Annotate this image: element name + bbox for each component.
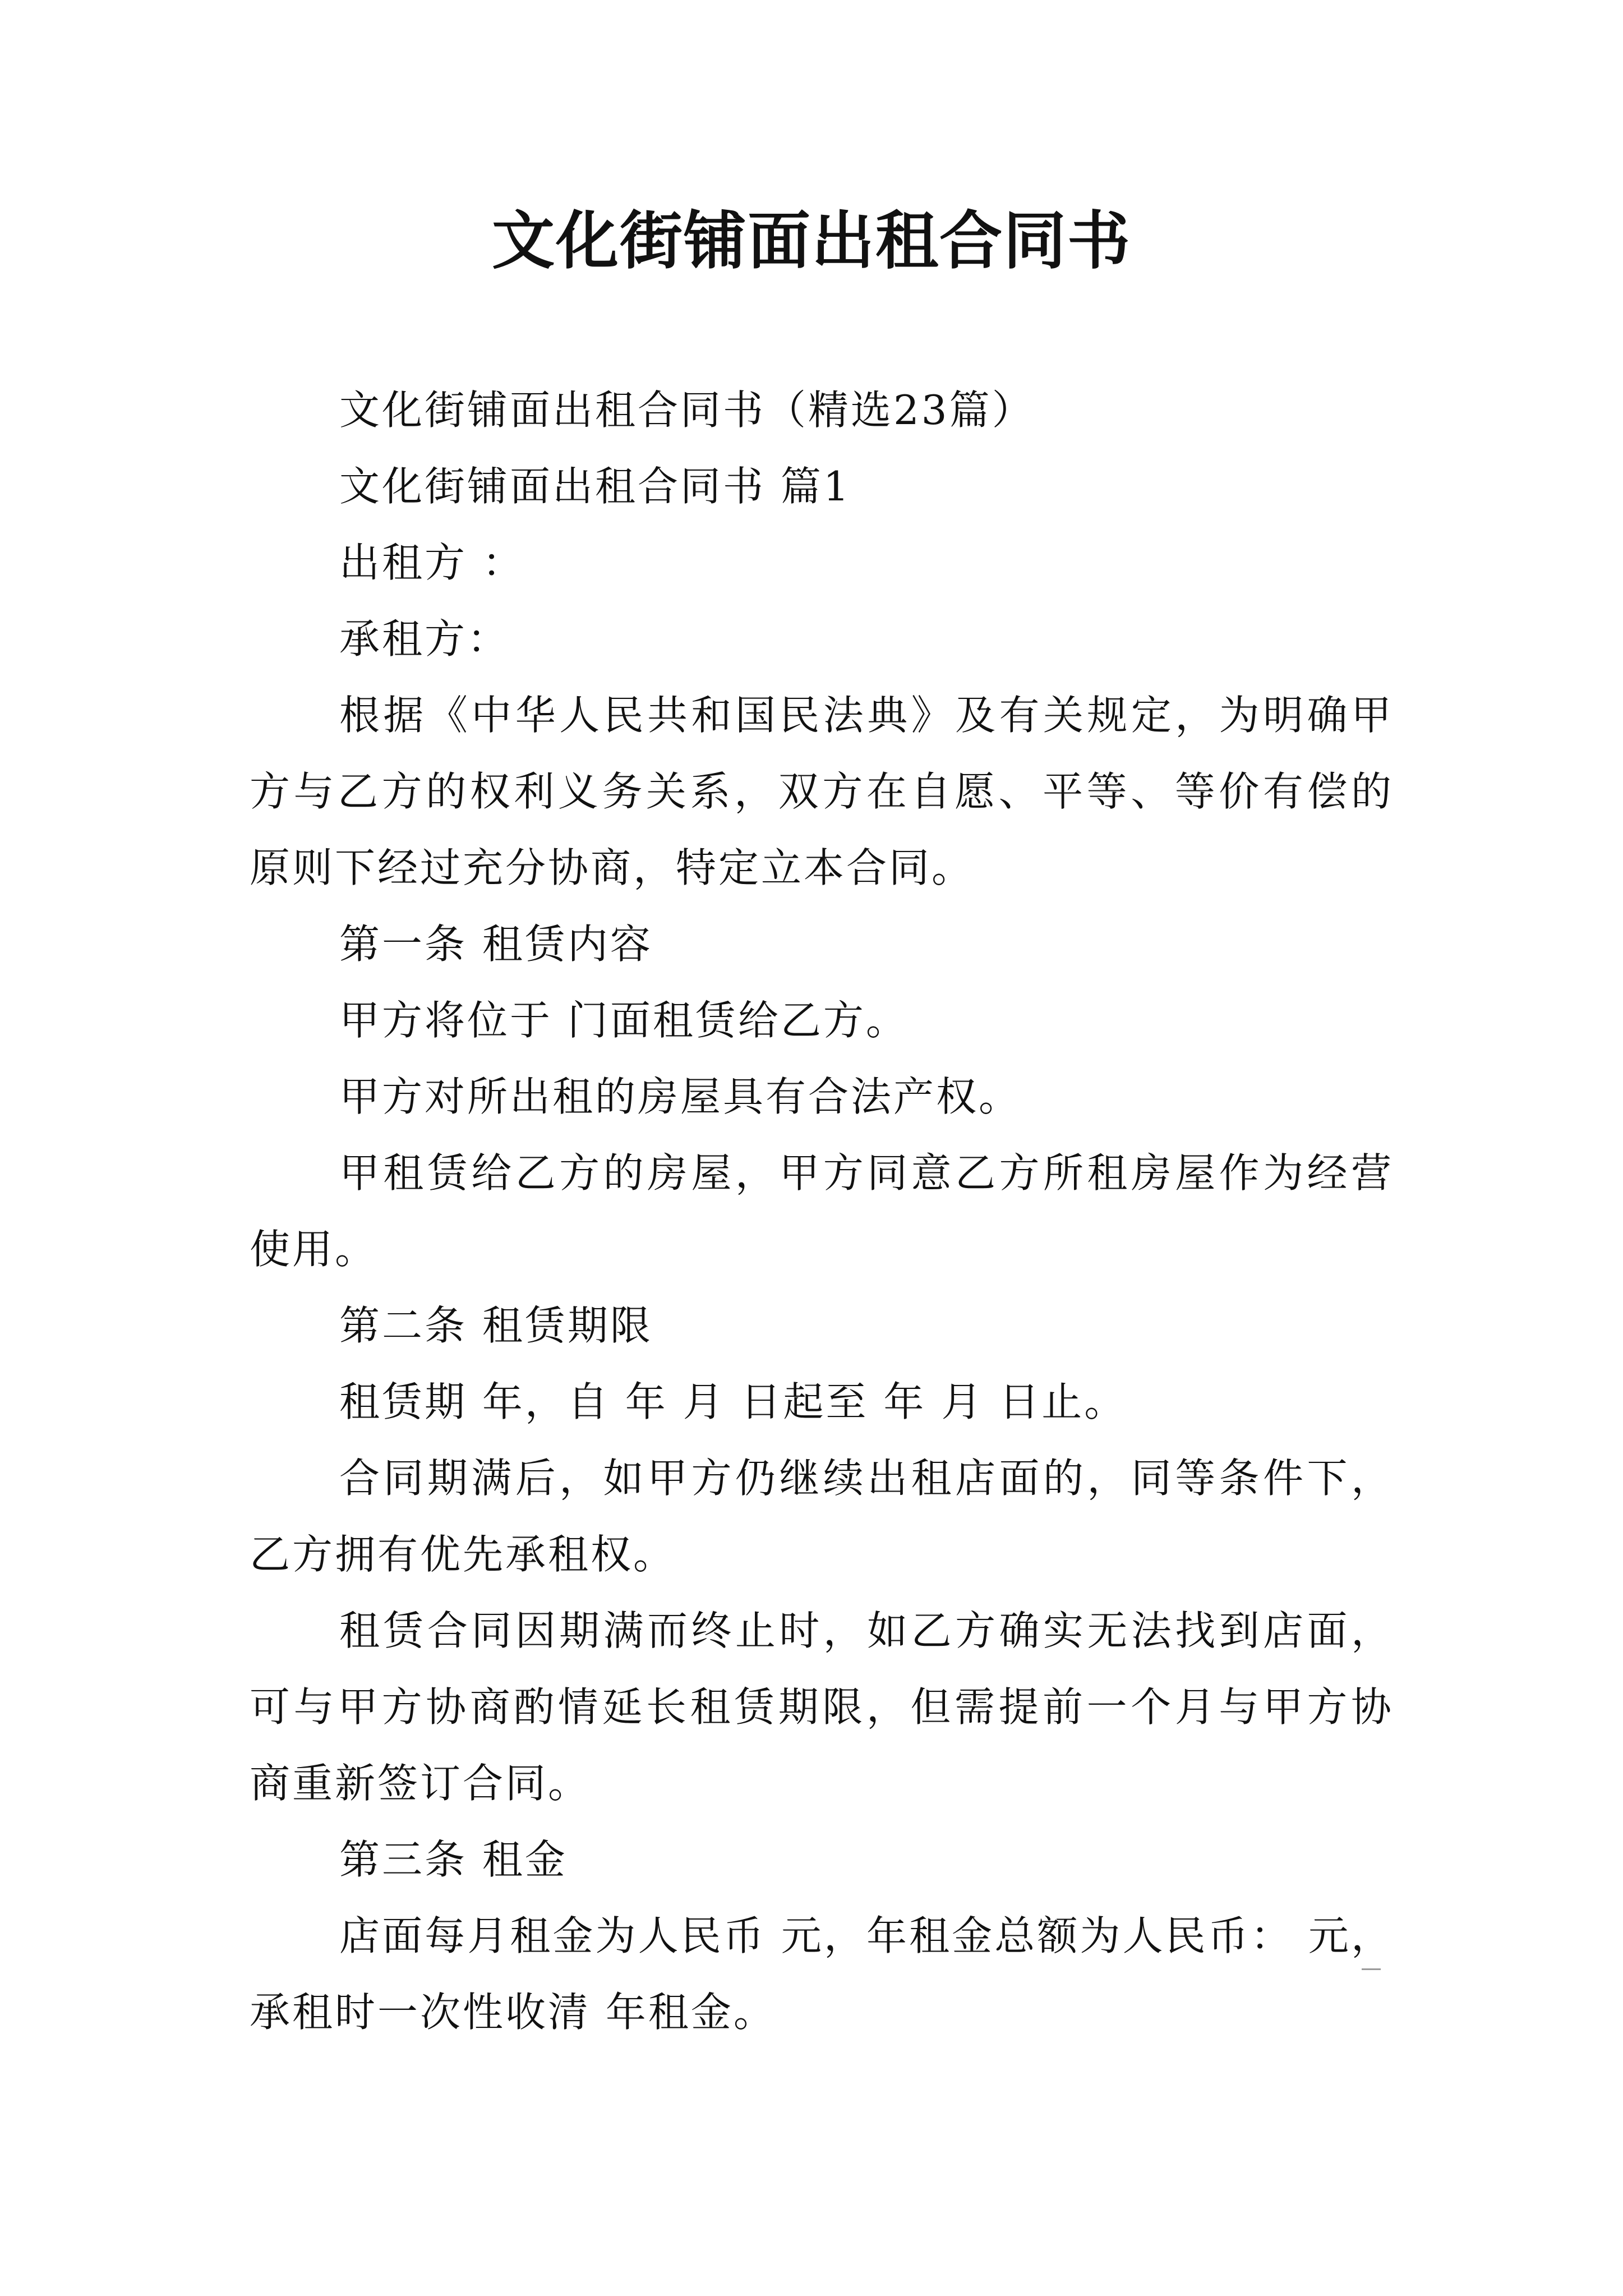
document-title: 文化街铺面出租合同书 xyxy=(492,204,1131,278)
paragraph-section-heading: 文化街铺面出租合同书 篇1 xyxy=(339,463,851,510)
paragraph-article-2-extension: 租赁合同因期满而终止时，如乙方确实无法找到店面，可与甲方协商酌情延长租赁期限，但需提前一个月与甲方协商重新签订合同。 xyxy=(250,1607,1394,1807)
paragraph-article-1-ownership: 甲方对所出租的房屋具有合法产权。 xyxy=(339,1073,1022,1120)
paragraph-article-3-rent: 店面每月租金为人民币 元，年租金总额为人民币： 元，承租时一次性收清 年租金。 xyxy=(250,1912,1394,2036)
paragraph-article-1-usage: 甲租赁给乙方的房屋，甲方同意乙方所租房屋作为经营使用。 xyxy=(250,1149,1394,1273)
paragraph-article-2-term: 租赁期 年，自 年 月 日起至 年 月 日止。 xyxy=(339,1378,1127,1425)
paragraph-article-2-heading: 第二条 租赁期限 xyxy=(339,1302,653,1349)
paragraph-preamble: 根据《中华人民共和国民法典》及有关规定，为明确甲方与乙方的权利义务关系，双方在自愿、平等、等价有偿的原则下经过充分协商，特定立本合同。 xyxy=(250,692,1394,891)
paragraph-lessor: 出租方 ： xyxy=(339,539,525,586)
paragraph-article-1-heading: 第一条 租赁内容 xyxy=(339,921,653,968)
paragraph-article-2-priority: 合同期满后，如甲方仍继续出租店面的，同等条件下，乙方拥有优先承租权。 xyxy=(250,1455,1394,1578)
paragraph-subtitle: 文化街铺面出租合同书（精选23篇） xyxy=(339,386,1035,434)
paragraph-article-1-location: 甲方将位于 门面租赁给乙方。 xyxy=(339,997,909,1044)
paragraph-lessee: 承租方： xyxy=(339,615,510,662)
paragraph-article-3-heading: 第三条 租金 xyxy=(339,1836,568,1883)
underline-blank-mark xyxy=(1362,1968,1381,1970)
document-body xyxy=(250,372,1394,2050)
